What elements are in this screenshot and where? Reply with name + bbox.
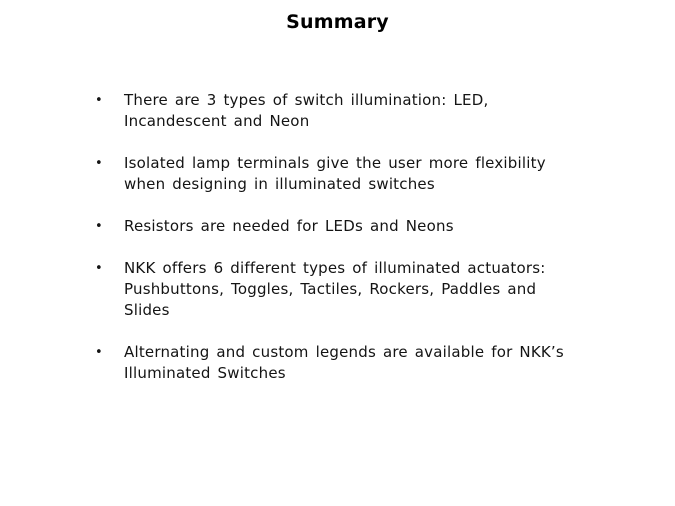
list-item [95,153,583,195]
bullet-text-illumination-types: There are 3 types of switch illumination: LED, Incandescent and Neon [124,91,489,130]
list-item [95,90,583,132]
list-item [95,258,583,321]
bullet-icon: • [95,219,103,234]
bullet-text-legends: Alternating and custom legends are available for NKK’s Illuminated Switches [124,343,564,382]
bullet-icon: • [95,93,103,108]
bullet-icon: • [95,345,103,360]
list-item [95,216,583,237]
bullet-text-actuator-types: NKK offers 6 different types of illuminated actuators: Pushbuttons, Toggles, Tactiles, Rockers, Paddles and Slides [124,259,546,319]
bullet-list [95,90,583,405]
bullet-text-resistors: Resistors are needed for LEDs and Neons [124,217,454,235]
bullet-text-isolated-lamp-terminals: Isolated lamp terminals give the user more flexibility when designing in illuminated switches [124,154,546,193]
page-title: Summary [286,11,389,33]
bullet-icon: • [95,261,103,276]
bullet-icon: • [95,156,103,171]
list-item [95,342,583,384]
